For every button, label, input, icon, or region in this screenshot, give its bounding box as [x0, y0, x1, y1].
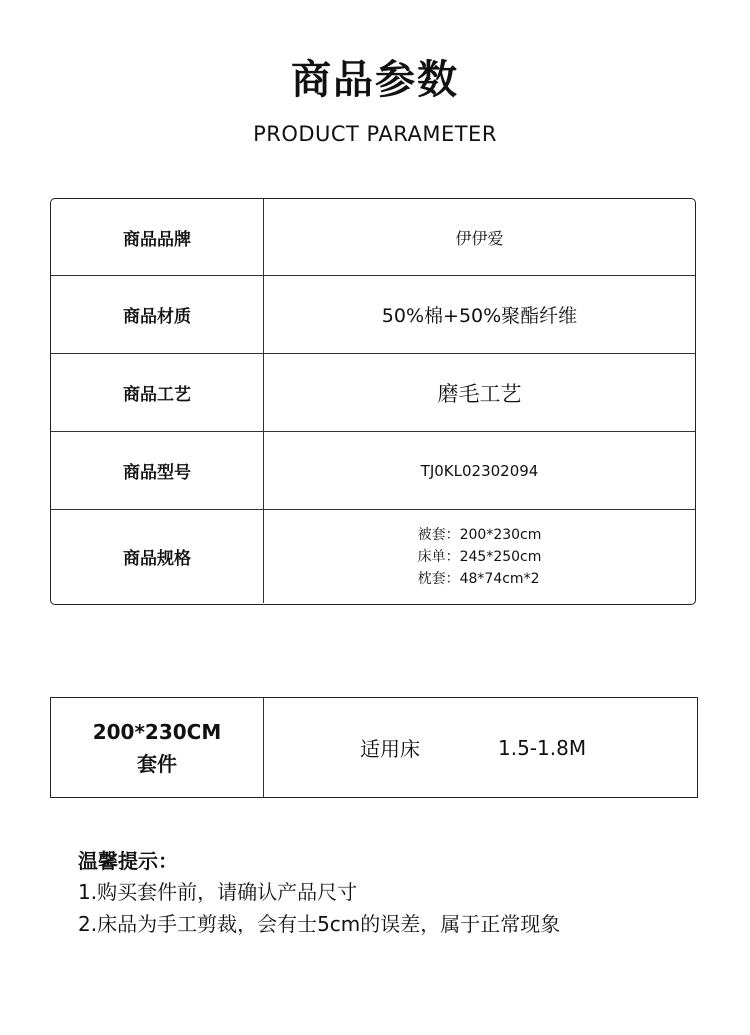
- table-row-craft: [51, 354, 695, 432]
- material-label: 商品材质: [51, 276, 264, 353]
- model-label: 商品型号: [51, 432, 264, 509]
- tips-line-2: 2.床品为手工剪裁，会有士5cm的误差，属于正常现象: [78, 912, 561, 936]
- tips-line-1: 1.购买套件前，请确认产品尺寸: [78, 880, 358, 904]
- model-value: TJ0KL02302094: [420, 461, 539, 480]
- size-cell: [51, 698, 264, 797]
- spec-bed-sheet: 床单：245*250cm: [417, 548, 542, 565]
- craft-value: 磨毛工艺: [437, 381, 522, 406]
- bed-fit-label: 适用床: [360, 737, 420, 761]
- brand-value: 伊伊爱: [455, 228, 504, 248]
- size-type: 套件: [137, 751, 177, 776]
- page-title: 商品参数: [291, 57, 459, 103]
- spec-pillowcase: 枕套：48*74cm*2: [417, 570, 540, 587]
- brand-label: 商品品牌: [51, 199, 264, 275]
- material-value: 50%棉+50%聚酯纤维: [381, 305, 578, 327]
- spec-label: 商品规格: [51, 510, 264, 603]
- tips-section: [78, 846, 718, 940]
- bed-fit-value: 1.5-1.8M: [498, 735, 587, 760]
- size-info-box: [50, 697, 698, 798]
- page-subtitle: PRODUCT PARAMETER: [253, 122, 497, 146]
- size-dimension: 200*230CM: [92, 719, 222, 744]
- table-row-model: [51, 432, 695, 510]
- table-row-brand: [51, 199, 695, 276]
- bed-fit-cell: [264, 698, 697, 797]
- spec-value: [264, 510, 695, 603]
- spec-duvet-cover: 被套：200*230cm: [417, 526, 542, 543]
- tips-title: 温馨提示：: [78, 849, 178, 873]
- table-row-spec: [51, 510, 695, 603]
- table-row-material: [51, 276, 695, 354]
- craft-label: 商品工艺: [51, 354, 264, 431]
- product-parameter-table: [50, 198, 696, 605]
